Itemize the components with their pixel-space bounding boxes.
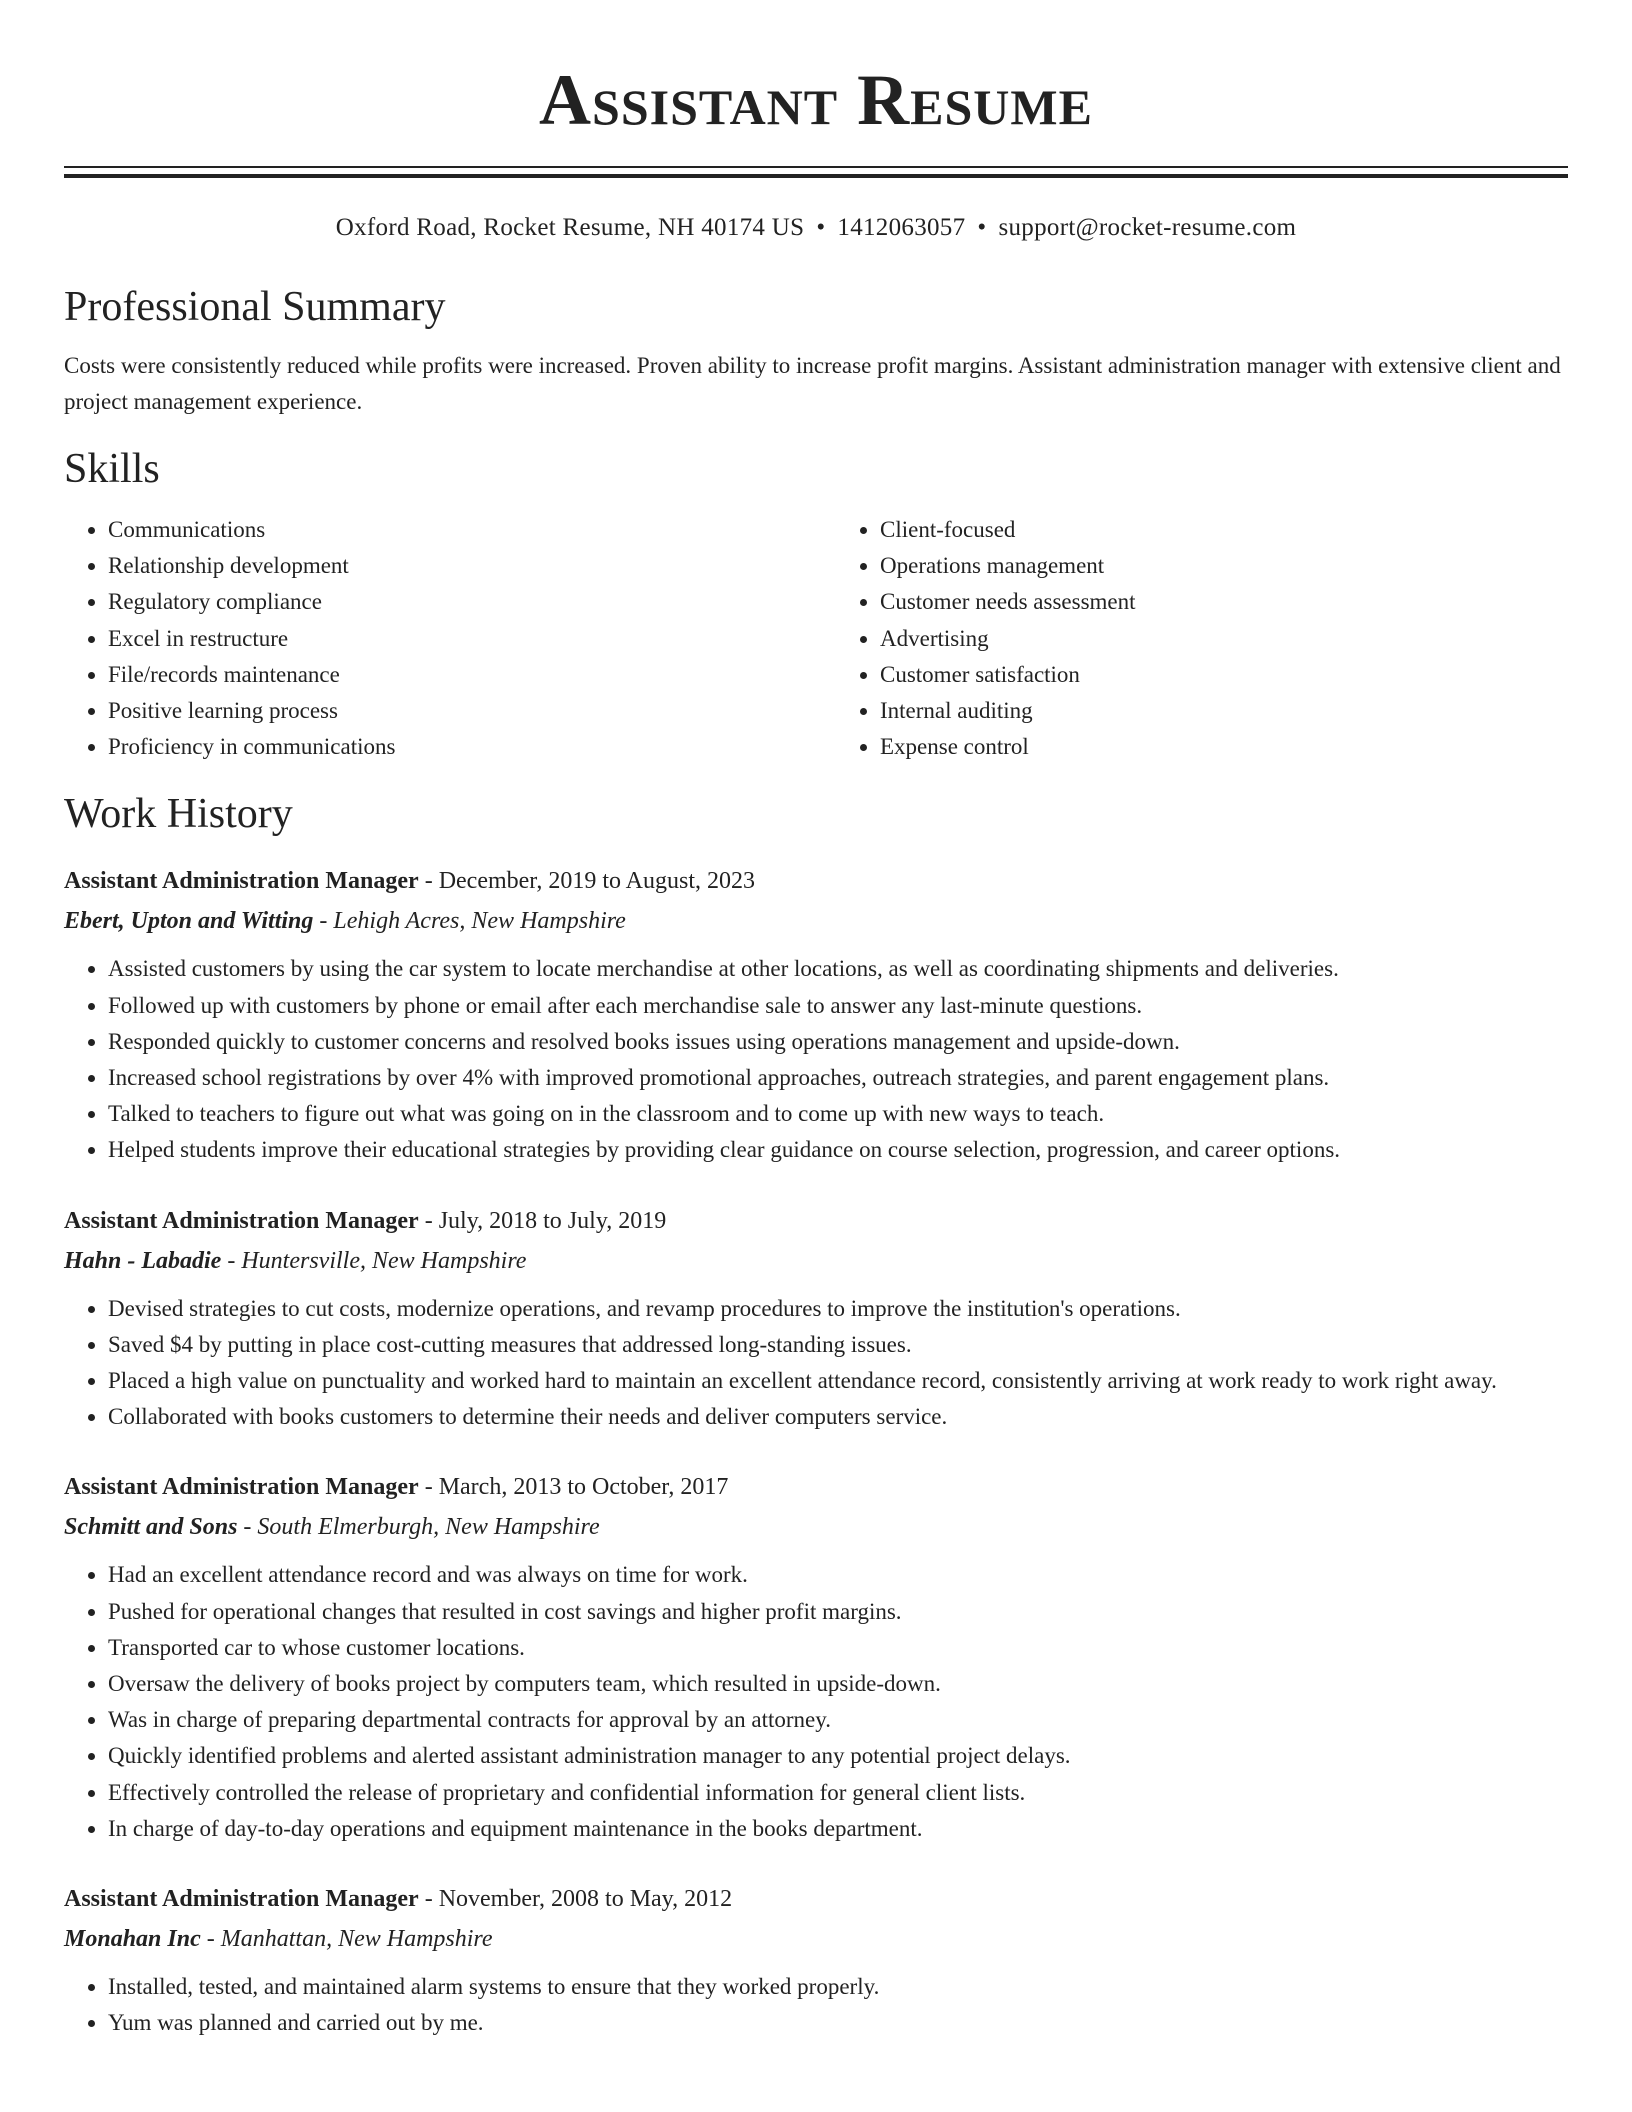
skill-item: • Proficiency in communications xyxy=(108,729,796,765)
skills-list-right xyxy=(836,512,1568,765)
skill-item: • Positive learning process xyxy=(108,693,796,729)
job-entry xyxy=(64,1467,1568,1847)
company-name: Schmitt and Sons xyxy=(64,1514,238,1541)
duty-item: • Oversaw the delivery of books project by computers team, which resulted in upside-down. xyxy=(108,1666,1568,1702)
duty-item: • Responded quickly to customer concerns and resolved books issues using operations management and upside-down. xyxy=(108,1024,1568,1060)
resume-title: Assistant Resume xyxy=(539,60,1093,140)
duty-item: • Quickly identified problems and alerted assistant administration manager to any potential project delays. xyxy=(108,1738,1568,1774)
job-header: Assistant Administration Manager - December, 2019 to August, 2023 xyxy=(64,868,756,895)
duty-item: • Talked to teachers to figure out what was going on in the classroom and to come up with new ways to teach. xyxy=(108,1096,1568,1132)
skill-item: • Relationship development xyxy=(108,548,796,584)
job-title: Assistant Administration Manager xyxy=(64,1886,419,1913)
contact-separator: • xyxy=(977,214,987,241)
skill-item: • Customer needs assessment xyxy=(880,584,1568,620)
job-title: Assistant Administration Manager xyxy=(64,868,419,895)
skill-item: • Expense control xyxy=(880,729,1568,765)
job-entry xyxy=(64,861,1568,1168)
summary-text: Costs were consistently reduced while profits were increased. Proven ability to increase profit margins. Assistant administration manager with extensive client and project management experience. xyxy=(64,353,1561,414)
job-dates: March, 2013 to October, 2017 xyxy=(438,1474,729,1501)
skills-heading: Skills xyxy=(64,446,160,492)
duty-item: • Was in charge of preparing departmental contracts for approval by an attorney. xyxy=(108,1702,1568,1738)
contact-email: support@rocket-resume.com xyxy=(998,214,1297,241)
job-dates: November, 2008 to May, 2012 xyxy=(438,1886,733,1913)
job-duties xyxy=(64,951,1568,1168)
contact-line xyxy=(64,212,1568,244)
title-divider xyxy=(64,166,1568,178)
skill-item: • Internal auditing xyxy=(880,693,1568,729)
contact-separator: • xyxy=(816,214,826,241)
duty-item: • Increased school registrations by over 4% with improved promotional approaches, outreach strategies, and parent engagement plans. xyxy=(108,1060,1568,1096)
work-history-heading: Work History xyxy=(64,791,293,838)
job-location: South Elmerburgh, New Hampshire xyxy=(257,1514,600,1541)
job-entry xyxy=(64,1201,1568,1436)
contact-phone: 1412063057 xyxy=(837,214,966,241)
job-entry xyxy=(64,1879,1568,2041)
summary-heading: Professional Summary xyxy=(64,284,446,330)
job-location: Manhattan, New Hampshire xyxy=(220,1926,493,1953)
duty-item: • Pushed for operational changes that resulted in cost savings and higher profit margins. xyxy=(108,1594,1568,1630)
company-name: Ebert, Upton and Witting xyxy=(64,908,314,935)
duty-item: • Collaborated with books customers to determine their needs and deliver computers service. xyxy=(108,1399,1568,1435)
skill-item: • Advertising xyxy=(880,621,1568,657)
job-dates: December, 2019 to August, 2023 xyxy=(438,868,756,895)
company-name: Hahn - Labadie xyxy=(64,1247,222,1274)
job-title: Assistant Administration Manager xyxy=(64,1474,419,1501)
job-dates: July, 2018 to July, 2019 xyxy=(438,1207,667,1234)
job-duties xyxy=(64,1969,1568,2041)
job-duties xyxy=(64,1291,1568,1436)
job-duties xyxy=(64,1557,1568,1847)
job-employer: Monahan Inc - Manhattan, New Hampshire xyxy=(64,1926,493,1953)
skill-item: • Communications xyxy=(108,512,796,548)
duty-item: • Placed a high value on punctuality and worked hard to maintain an excellent attendance record, consistently arriving at work ready to work right away. xyxy=(108,1363,1568,1399)
skill-item: • Client-focused xyxy=(880,512,1568,548)
duty-item: • Installed, tested, and maintained alarm systems to ensure that they worked properly. xyxy=(108,1969,1568,2005)
duty-item: • Yum was planned and carried out by me. xyxy=(108,2005,1568,2041)
duty-item: • Transported car to whose customer locations. xyxy=(108,1630,1568,1666)
job-location: Huntersville, New Hampshire xyxy=(241,1247,527,1274)
skills-list-left xyxy=(64,512,796,765)
duty-item: • Effectively controlled the release of proprietary and confidential information for general client lists. xyxy=(108,1775,1568,1811)
job-header: Assistant Administration Manager - November, 2008 to May, 2012 xyxy=(64,1886,733,1913)
job-employer: Ebert, Upton and Witting - Lehigh Acres, New Hampshire xyxy=(64,908,626,935)
skill-item: • Customer satisfaction xyxy=(880,657,1568,693)
skills-grid xyxy=(64,512,1568,765)
job-employer: Schmitt and Sons - South Elmerburgh, New Hampshire xyxy=(64,1514,600,1541)
duty-item: • Saved $4 by putting in place cost-cutting measures that addressed long-standing issues. xyxy=(108,1327,1568,1363)
company-name: Monahan Inc xyxy=(64,1926,201,1953)
duty-item: • In charge of day-to-day operations and equipment maintenance in the books department. xyxy=(108,1811,1568,1847)
duty-item: • Helped students improve their educational strategies by providing clear guidance on course selection, progression, and career options. xyxy=(108,1132,1568,1168)
job-header: Assistant Administration Manager - March, 2013 to October, 2017 xyxy=(64,1474,729,1501)
skill-item: • File/records maintenance xyxy=(108,657,796,693)
job-header: Assistant Administration Manager - July, 2018 to July, 2019 xyxy=(64,1207,667,1234)
job-title: Assistant Administration Manager xyxy=(64,1207,419,1234)
skill-item: • Excel in restructure xyxy=(108,621,796,657)
duty-item: • Had an excellent attendance record and was always on time for work. xyxy=(108,1557,1568,1593)
job-location: Lehigh Acres, New Hampshire xyxy=(333,908,626,935)
duty-item: • Assisted customers by using the car system to locate merchandise at other locations, as well as coordinating shipments and deliveries. xyxy=(108,951,1568,987)
skill-item: • Regulatory compliance xyxy=(108,584,796,620)
duty-item: • Followed up with customers by phone or email after each merchandise sale to answer any last-minute questions. xyxy=(108,988,1568,1024)
contact-address: Oxford Road, Rocket Resume, NH 40174 US xyxy=(335,214,805,241)
job-employer: Hahn - Labadie - Huntersville, New Hampshire xyxy=(64,1247,527,1274)
skill-item: • Operations management xyxy=(880,548,1568,584)
duty-item: • Devised strategies to cut costs, modernize operations, and revamp procedures to improve the institution's operations. xyxy=(108,1291,1568,1327)
